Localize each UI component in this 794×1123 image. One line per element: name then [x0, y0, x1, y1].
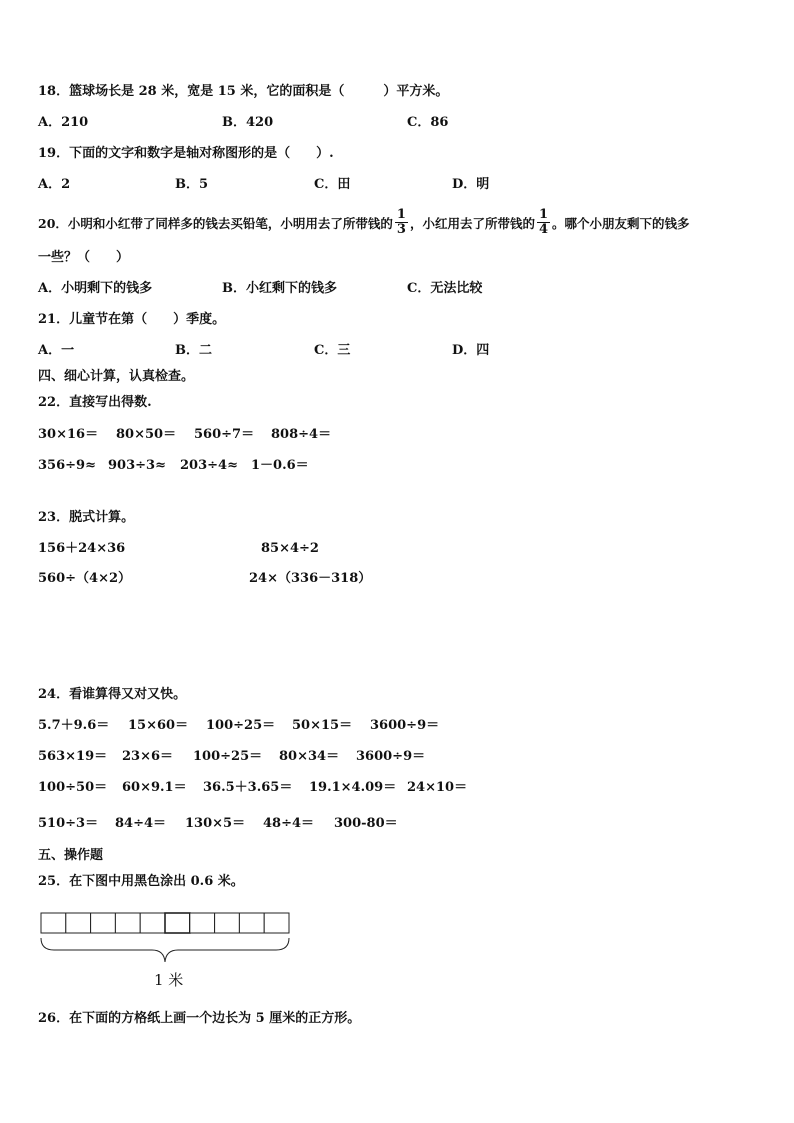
q21-option-d[interactable]: D．四: [452, 343, 490, 358]
q18-option-b[interactable]: B．420: [222, 115, 274, 130]
curly-brace: [41, 938, 289, 962]
q18-stem: 18．篮球场长是 28 米，宽是 15 米，它的面积是（ ）平方米。: [38, 84, 449, 99]
q21-option-c[interactable]: C．三: [314, 343, 351, 358]
q24-r3-e1: 100÷50＝: [38, 780, 108, 795]
q24-r4-e3: 130×5＝: [185, 816, 246, 831]
q24-r2-e4: 80×34＝: [279, 749, 340, 764]
q24-r1-e1: 5.7＋9.6＝: [38, 718, 110, 733]
q22-r1-e3: 560÷7＝: [194, 427, 255, 442]
q24-r1-e4: 50×15＝: [292, 718, 353, 733]
strip-cell-9[interactable]: [239, 913, 264, 933]
q20-stem-line2: 一些？（ ）: [38, 250, 130, 265]
q20-stem-part2: ，小红用去了所带钱的: [409, 216, 535, 231]
q24-r1-e3: 100÷25＝: [206, 718, 276, 733]
q20-frac1-denominator: 3: [396, 222, 406, 237]
strip-cell-7[interactable]: [190, 913, 215, 933]
q25-stem: 25．在下图中用黑色涂出 0.6 米。: [38, 874, 244, 889]
q24-r2-e1: 563×19＝: [38, 749, 108, 764]
q24-r3-e3: 36.5＋3.65＝: [203, 780, 293, 795]
q20-option-c[interactable]: C．无法比较: [407, 281, 483, 296]
q19-option-b[interactable]: B．5: [175, 177, 209, 192]
strip-cell-3[interactable]: [91, 913, 116, 933]
meter-label: 1 米: [154, 971, 184, 989]
q24-r2-e5: 3600÷9＝: [356, 749, 426, 764]
q20-fraction-one-fourth: [537, 208, 550, 237]
q21-option-b[interactable]: B．二: [175, 343, 212, 358]
q20-frac2-denominator: 4: [538, 222, 549, 237]
q20-option-a[interactable]: A．小明剩下的钱多: [38, 281, 153, 296]
q24-r4-e2: 84÷4＝: [115, 816, 167, 831]
q24-r4-e4: 48÷4＝: [263, 816, 315, 831]
q24-r4-e5: 300-80＝: [334, 816, 398, 831]
q24-r2-e2: 23×6＝: [122, 749, 174, 764]
q22-r2-e4: 1－0.6＝: [251, 458, 309, 473]
strip-cell-8[interactable]: [215, 913, 240, 933]
q24-stem: 24．看谁算得又对又快。: [38, 687, 187, 702]
q23-stem: 23．脱式计算。: [38, 510, 135, 525]
strip-cell-10[interactable]: [264, 913, 289, 933]
strip-cell-5[interactable]: [140, 913, 165, 933]
q23-r2-e1: 560÷（4×2）: [38, 571, 132, 586]
q22-stem: 22．直接写出得数.: [38, 395, 152, 410]
q22-r2-e1: 356÷9≈: [38, 458, 96, 473]
q21-option-a[interactable]: A．一: [38, 343, 75, 358]
q24-r1-e2: 15×60＝: [128, 718, 189, 733]
q18-option-c[interactable]: C．86: [407, 115, 449, 130]
q24-r3-e5: 24×10＝: [407, 780, 468, 795]
q26-stem: 26．在下面的方格纸上画一个边长为 5 厘米的正方形。: [38, 1011, 361, 1026]
q20-stem-part1: 20．小明和小红带了同样多的钱去买铅笔，小明用去了所带钱的: [38, 216, 393, 231]
q19-option-a[interactable]: A．2: [38, 177, 71, 192]
q23-r1-e2: 85×4÷2: [261, 541, 319, 556]
q24-r1-e5: 3600÷9＝: [370, 718, 440, 733]
q23-r2-e2: 24×（336－318）: [249, 571, 372, 586]
q22-r1-e4: 808÷4＝: [271, 427, 332, 442]
q20-stem-part3: 。哪个小朋友剩下的钱多: [552, 216, 690, 231]
q19-stem: 19．下面的文字和数字是轴对称图形的是（ ）.: [38, 146, 334, 161]
q22-r1-e2: 80×50＝: [116, 427, 177, 442]
section-4-title: 四、细心计算，认真检查。: [38, 369, 195, 384]
q21-stem: 21．儿童节在第（ ）季度。: [38, 312, 226, 327]
q22-r2-e2: 903÷3≈: [108, 458, 166, 473]
q20-frac1-numerator: 1: [396, 207, 406, 222]
q24-r4-e1: 510÷3＝: [38, 816, 99, 831]
meter-strip-cells[interactable]: [41, 913, 289, 933]
q22-r1-e1: 30×16＝: [38, 427, 99, 442]
section-5-title: 五、操作题: [38, 848, 104, 863]
strip-cell-4[interactable]: [115, 913, 140, 933]
strip-cell-6[interactable]: [165, 913, 190, 933]
q20-frac2-numerator: 1: [538, 207, 549, 222]
q18-option-a[interactable]: A．210: [38, 115, 89, 130]
q23-r1-e1: 156＋24×36: [38, 541, 126, 556]
q20-option-b[interactable]: B．小红剩下的钱多: [222, 281, 337, 296]
q20-stem: [38, 207, 690, 239]
meter-strip-figure: [40, 912, 296, 992]
strip-cell-1[interactable]: [41, 913, 66, 933]
q24-r3-e2: 60×9.1＝: [122, 780, 187, 795]
strip-cell-2[interactable]: [66, 913, 91, 933]
q24-r2-e3: 100÷25＝: [193, 749, 263, 764]
q19-option-d[interactable]: D．明: [452, 177, 490, 192]
q24-r3-e4: 19.1×4.09＝: [309, 780, 397, 795]
q22-r2-e3: 203÷4≈: [180, 458, 238, 473]
q19-option-c[interactable]: C．田: [314, 177, 351, 192]
q20-fraction-one-third: [395, 208, 408, 237]
